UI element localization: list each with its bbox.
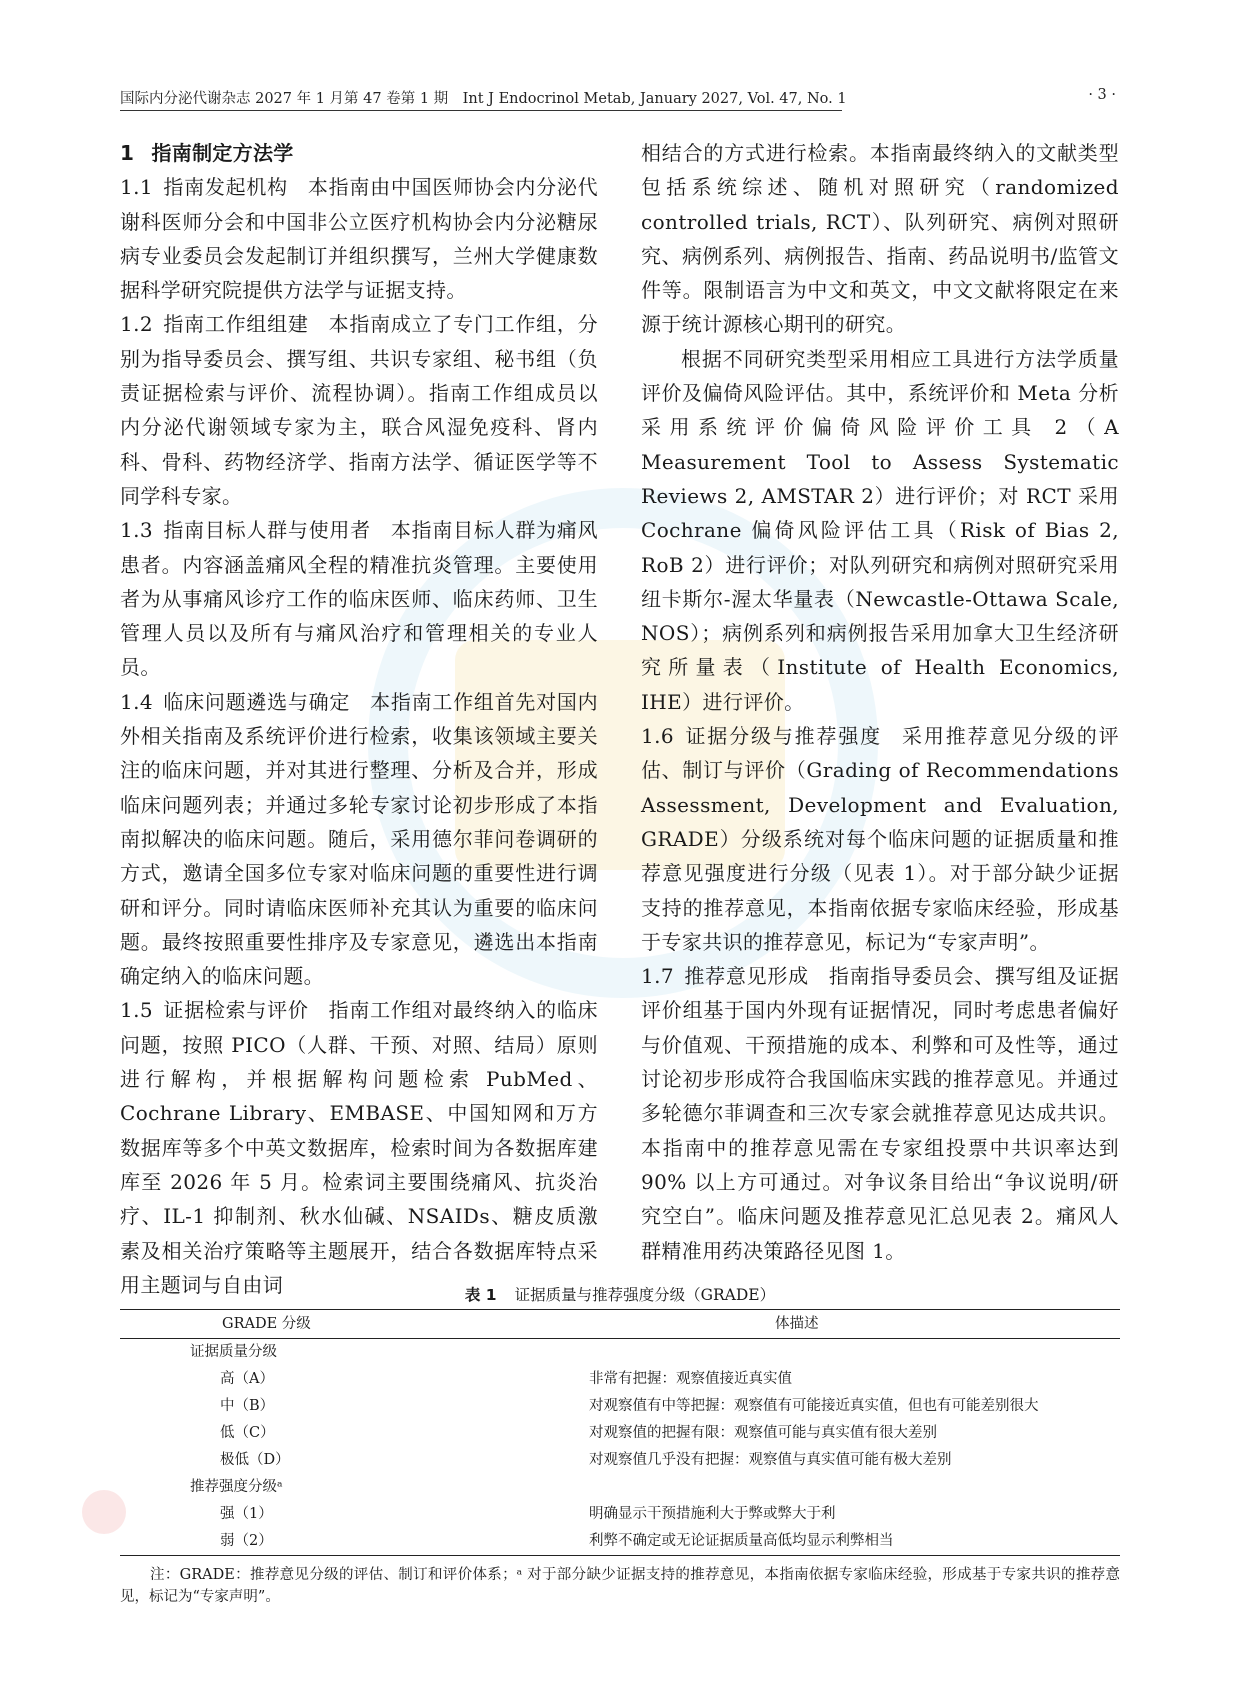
row-level: 弱（2） bbox=[220, 1533, 273, 1549]
subsection-number: 1.3 bbox=[120, 518, 154, 543]
row-level: 低（C） bbox=[220, 1425, 275, 1441]
row-group-label: 证据质量分级 bbox=[190, 1344, 277, 1360]
subsection-title: 指南工作组组建 bbox=[163, 312, 309, 337]
subsection-number: 1.1 bbox=[120, 175, 154, 200]
paragraph-text: 本指南目标人群为痛风患者。内容涵盖痛风全程的精准抗炎管理。主要使用者为从事痛风诊疗工作的临床医师、临床药师、卫生管理人员以及所有与痛风治疗和管理相关的专业人员。 bbox=[120, 518, 599, 680]
left-column bbox=[120, 136, 598, 1302]
paragraph-text: 指南指导委员会、撰写组及证据评价组基于国内外现有证据情况，同时考虑患者偏好与价值观、干预措施的成本、利弊和可及性等，通过讨论初步形成符合我国临床实践的推荐意见。并通过多轮德尔菲调查和三次专家会就推荐意见达成共识。本指南中的推荐意见需在专家组投票中共识率达到 90% 以上方可通过。对争议条目给出“争议说明/研究空白”。临床问题及推荐意见汇总见表 2。痛风人群精准用药决策路径见图 1。 bbox=[641, 964, 1119, 1263]
row-level: 高（A） bbox=[220, 1371, 274, 1387]
subsection-title: 临床问题遴选与确定 bbox=[163, 689, 351, 714]
subsection-title: 指南目标人群与使用者 bbox=[163, 518, 371, 543]
subsection-title: 证据分级与推荐强度 bbox=[684, 724, 883, 749]
row-level: 极低（D） bbox=[220, 1452, 290, 1468]
paragraph-text: 指南工作组对最终纳入的临床问题，按照 PICO（人群、干预、对照、结局）原则进行解构，并根据解构问题检索 PubMed、Cochrane Library、EMBASE、中国知网和万方数据库等多个中英文数据库，检索时间为各数据库建库至 2026 年 5 月。检索词主要围绕痛风、抗炎治疗、IL-1 抑制剂、秋水仙碱、NSAIDs、糖皮质激素及相关治疗策略等主题展开，结合各数据库特点采用主题词与自由词 bbox=[120, 998, 598, 1297]
subsection-number: 1.6 bbox=[641, 724, 675, 749]
subsection-number: 1.4 bbox=[120, 689, 154, 714]
subsection-1-6 bbox=[641, 719, 1119, 959]
paragraph-continuation: 相结合的方式进行检索。本指南最终纳入的文献类型包括系统综述、随机对照研究（randomized controlled trials, RCT）、队列研究、病例对照研究、病例系列、病例报告、指南、药品说明书/监管文件等。限制语言为中文和英文，中文文献将限定在来源于统计源核心期刊的研究。 bbox=[641, 141, 1119, 337]
subsection-1-7 bbox=[641, 959, 1119, 1268]
table-header-row bbox=[120, 1310, 1120, 1339]
paragraph-text: 本指南工作组首先对国内外相关指南及系统评价进行检索，收集该领域主要关注的临床问题，并对其进行整理、分析及合并，形成临床问题列表；并通过多轮专家讨论初步形成了本指南拟解决的临床问题。随后，采用德尔菲问卷调研的方式，邀请全国多位专家对临床问题的重要性进行调研和评分。同时请临床医师补充其认为重要的临床问题。最终按照重要性排序及专家意见，遴选出本指南确定纳入的临床问题。 bbox=[120, 689, 598, 989]
section-number: 1 bbox=[120, 141, 135, 165]
subsection-title: 推荐意见形成 bbox=[684, 964, 809, 989]
table-caption bbox=[120, 1284, 1120, 1306]
paragraph-text: 本指南由中国医师协会内分泌代谢科医师分会和中国非公立医疗机构协会内分泌糖尿病专业委员会发起制订并组织撰写，兰州大学健康数据科学研究院提供方法学与证据支持。 bbox=[120, 175, 598, 303]
paragraph-quality-assessment: 根据不同研究类型采用相应工具进行方法学质量评价及偏倚风险评估。其中，系统评价和 Meta 分析采用系统评价偏倚风险评价工具 2（A Measurement Tool to Assess Systematic Reviews 2, AMSTAR 2）进行评价；对 RCT 采用 Cochrane 偏倚风险评估工具（Risk of Bias 2, RoB 2）进行评价；对队列研究和病例对照研究采用纽卡斯尔-渥太华量表（Newcastle-Ottawa Scale, NOS）；病例系列和病例报告采用加拿大卫生经济研究所量表（Institute of Health Economics, IHE）进行评价。 bbox=[641, 346, 1119, 714]
right-column bbox=[641, 136, 1119, 1268]
header-rule bbox=[120, 110, 842, 111]
column-header-description: 体描述 bbox=[775, 1316, 819, 1332]
journal-citation: 国际内分泌代谢杂志 2027 年 1 月第 47 卷第 1 期 Int J Endocrinol Metab, January 2027, Vol. 47, No. 1 bbox=[120, 91, 847, 107]
table-row bbox=[120, 1474, 1120, 1501]
subsection-1-1 bbox=[120, 170, 598, 307]
table-title: 证据质量与推荐强度分级（GRADE） bbox=[514, 1286, 776, 1304]
table-row bbox=[120, 1528, 1120, 1556]
column-header-level: GRADE 分级 bbox=[222, 1316, 311, 1332]
row-description: 对观察值几乎没有把握：观察值与真实值可能有极大差别 bbox=[589, 1452, 952, 1468]
subsection-1-4 bbox=[120, 685, 598, 994]
subsection-1-3 bbox=[120, 513, 598, 684]
table-row bbox=[120, 1339, 1120, 1367]
table-row bbox=[120, 1393, 1120, 1420]
table-1 bbox=[120, 1284, 1120, 1608]
running-header bbox=[120, 87, 1120, 111]
row-description bbox=[589, 1474, 1120, 1501]
row-description: 对观察值的把握有限：观察值可能与真实值有很大差别 bbox=[589, 1425, 937, 1441]
subsection-1-2 bbox=[120, 307, 598, 513]
subsection-title: 证据检索与评价 bbox=[163, 998, 309, 1023]
table-row bbox=[120, 1420, 1120, 1447]
subsection-number: 1.7 bbox=[641, 964, 675, 989]
subsection-number: 1.5 bbox=[120, 998, 154, 1023]
paragraph-text: 采用推荐意见分级的评估、制订与评价（Grading of Recommendations Assessment, Development and Evaluation, GRADE）分级系统对每个临床问题的证据质量和推荐意见强度进行分级（见表 1）。对于部分缺少证据支持的推荐意见，本指南依据专家临床经验，形成基于专家共识的推荐意见，标记为“专家声明”。 bbox=[641, 724, 1119, 954]
paragraph-text: 本指南成立了专门工作组，分别为指导委员会、撰写组、共识专家组、秘书组（负责证据检索与评价、流程协调）。指南工作组成员以内分泌代谢领域专家为主，联合风湿免疫科、肾内科、骨科、药物经济学、指南方法学、循证医学等不同学科专家。 bbox=[120, 312, 598, 508]
row-description bbox=[589, 1339, 1120, 1367]
subsection-number: 1.2 bbox=[120, 312, 154, 337]
section-heading bbox=[120, 136, 598, 170]
grade-table bbox=[120, 1309, 1120, 1556]
table-row bbox=[120, 1447, 1120, 1474]
row-level: 中（B） bbox=[220, 1398, 275, 1414]
table-row bbox=[120, 1501, 1120, 1528]
section-title: 指南制定方法学 bbox=[151, 141, 294, 165]
subsection-title: 指南发起机构 bbox=[163, 175, 288, 200]
row-description: 非常有把握：观察值接近真实值 bbox=[589, 1371, 792, 1387]
table-footnote: 注：GRADE：推荐意见分级的评估、制订和评价体系；ᵃ 对于部分缺少证据支持的推荐意见，本指南依据专家临床经验，形成基于专家共识的推荐意见，标记为“专家声明”。 bbox=[120, 1567, 1120, 1605]
row-group-label: 推荐强度分级ᵃ bbox=[190, 1479, 283, 1495]
row-description: 对观察值有中等把握：观察值有可能接近真实值，但也有可能差别很大 bbox=[589, 1398, 1039, 1414]
page-number: · 3 · bbox=[1088, 87, 1116, 103]
table-row bbox=[120, 1366, 1120, 1393]
row-description: 明确显示干预措施利大于弊或弊大于利 bbox=[589, 1506, 836, 1522]
row-level: 强（1） bbox=[220, 1506, 273, 1522]
row-description: 利弊不确定或无论证据质量高低均显示利弊相当 bbox=[589, 1533, 894, 1549]
subsection-1-5 bbox=[120, 993, 598, 1302]
table-label: 表 1 bbox=[464, 1286, 497, 1304]
